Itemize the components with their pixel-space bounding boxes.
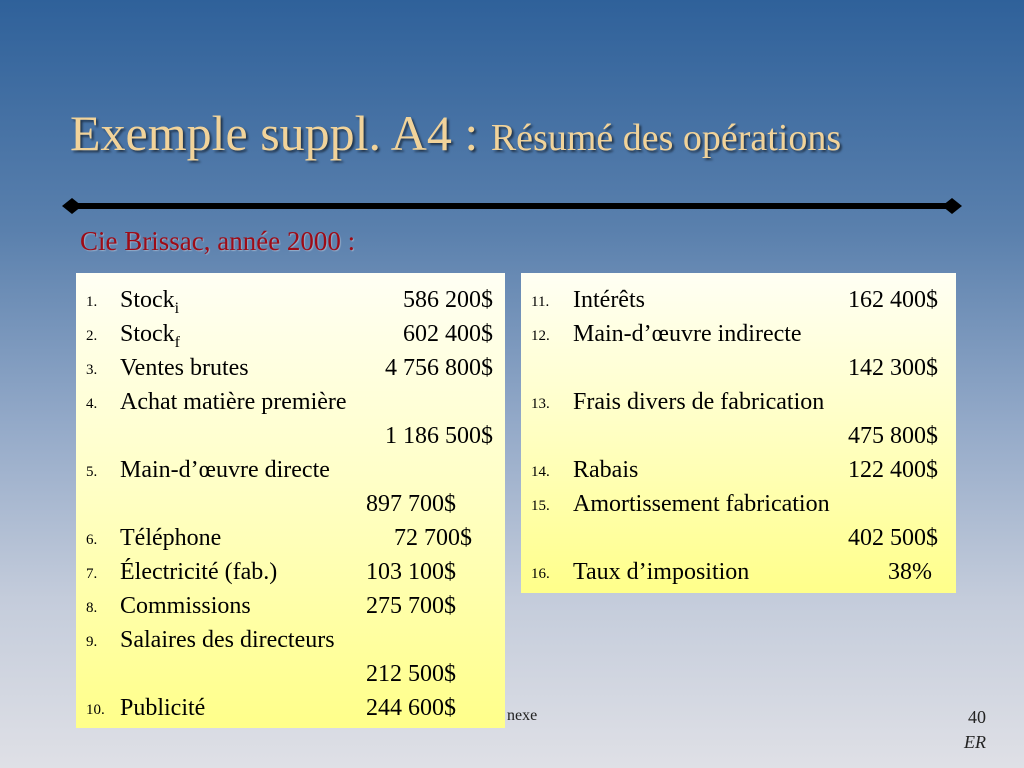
item-label: Téléphone bbox=[120, 525, 222, 551]
list-item-continuation bbox=[76, 657, 505, 691]
item-amount: 4 756 800$ bbox=[385, 355, 493, 381]
list-item-continuation bbox=[521, 521, 956, 555]
title-divider bbox=[62, 196, 962, 216]
item-number: 7. bbox=[86, 566, 98, 582]
list-item-continuation bbox=[76, 487, 505, 521]
item-number: 4. bbox=[86, 396, 98, 412]
item-number: 16. bbox=[531, 566, 550, 582]
item-label: Électricité (fab.) bbox=[120, 559, 278, 585]
left-data-box bbox=[76, 273, 505, 728]
item-label: Rabais bbox=[573, 457, 639, 483]
item-amount: 475 800$ bbox=[848, 423, 938, 449]
item-number: 13. bbox=[531, 396, 550, 412]
item-label: Taux d’imposition bbox=[573, 559, 750, 585]
list-item-continuation bbox=[521, 351, 956, 385]
list-item bbox=[76, 623, 505, 657]
right-data-box bbox=[521, 273, 956, 593]
company-heading: Cie Brissac, année 2000 : bbox=[80, 226, 356, 256]
item-label: Frais divers de fabrication bbox=[573, 389, 825, 415]
list-item bbox=[76, 385, 505, 419]
list-item-continuation bbox=[521, 419, 956, 453]
item-label: Publicité bbox=[120, 695, 206, 721]
list-item bbox=[76, 555, 505, 589]
item-label: Stock$_f$ bbox=[120, 321, 180, 351]
list-item bbox=[76, 283, 505, 317]
item-amount: 402 500$ bbox=[848, 525, 938, 551]
item-number: 1. bbox=[86, 294, 98, 310]
item-label: Intérêts bbox=[573, 287, 645, 313]
item-label: Amortissement fabrication bbox=[573, 491, 830, 517]
slide-title-sub: Résumé des opérations bbox=[490, 117, 842, 159]
item-number: 2. bbox=[86, 328, 98, 344]
item-number: 10. bbox=[86, 702, 105, 718]
item-number: 8. bbox=[86, 600, 98, 616]
item-number: 11. bbox=[531, 294, 550, 310]
list-item-continuation bbox=[76, 419, 505, 453]
item-amount: 586 200$ bbox=[403, 287, 493, 313]
item-label: Salaires des directeurs bbox=[120, 627, 335, 653]
list-item bbox=[521, 453, 956, 487]
list-item bbox=[521, 487, 956, 521]
item-number: 3. bbox=[86, 362, 98, 378]
page-number: 40 bbox=[968, 707, 986, 727]
item-amount: 602 400$ bbox=[403, 321, 493, 347]
item-amount: 1 186 500$ bbox=[385, 423, 493, 449]
list-item bbox=[521, 385, 956, 419]
list-item bbox=[76, 521, 505, 555]
item-label: Achat matière première bbox=[120, 389, 347, 415]
list-item bbox=[76, 453, 505, 487]
item-amount: 38% bbox=[888, 559, 932, 585]
item-number: 15. bbox=[531, 498, 550, 514]
item-label: Main-d’œuvre indirecte bbox=[573, 321, 802, 347]
item-number: 5. bbox=[86, 464, 98, 480]
item-amount: 72 700$ bbox=[394, 525, 472, 551]
item-label: Ventes brutes bbox=[120, 355, 249, 381]
list-item bbox=[76, 589, 505, 623]
item-label: Commissions bbox=[120, 593, 251, 619]
list-item bbox=[521, 317, 956, 351]
item-number: 6. bbox=[86, 532, 98, 548]
author-initials: ER bbox=[964, 732, 986, 752]
list-item bbox=[521, 283, 956, 317]
item-number: 12. bbox=[531, 328, 550, 344]
item-amount: 162 400$ bbox=[848, 287, 938, 313]
item-amount: 142 300$ bbox=[848, 355, 938, 381]
list-item bbox=[76, 351, 505, 385]
list-item bbox=[76, 317, 505, 351]
item-amount: 122 400$ bbox=[848, 457, 938, 483]
item-label: Stock$_i$ bbox=[120, 287, 180, 317]
list-item bbox=[521, 555, 956, 589]
slide-title bbox=[70, 104, 841, 162]
item-number: 9. bbox=[86, 634, 98, 650]
list-item bbox=[76, 691, 505, 725]
item-amount: 897 700$ bbox=[366, 491, 456, 517]
item-label: Main-d’œuvre directe bbox=[120, 457, 330, 483]
item-amount: 275 700$ bbox=[366, 593, 456, 619]
slide-title-main: Exemple suppl. A4 : bbox=[70, 105, 491, 161]
item-amount: 244 600$ bbox=[366, 695, 456, 721]
item-amount: 212 500$ bbox=[366, 661, 456, 687]
item-number: 14. bbox=[531, 464, 550, 480]
footer-text: nexe bbox=[507, 707, 538, 724]
item-amount: 103 100$ bbox=[366, 559, 456, 585]
